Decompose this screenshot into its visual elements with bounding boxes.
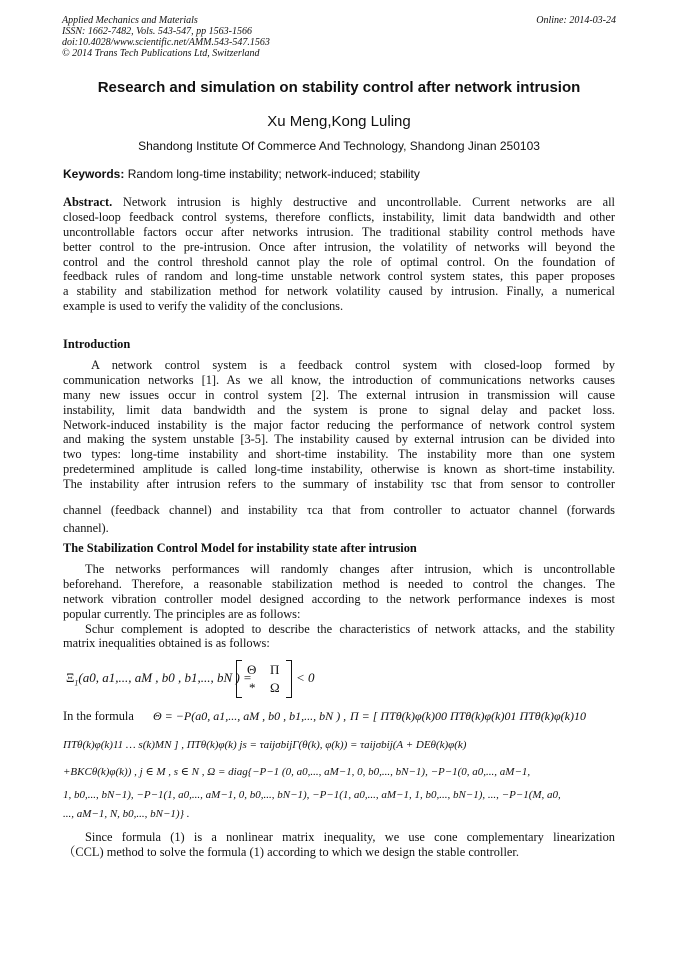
intro-line: instability, limit data bandwidth and the system is prone to signal delay and packet loss. [63, 402, 615, 417]
abstract [63, 195, 615, 314]
stabilization-body [63, 562, 615, 651]
keywords-label: Keywords: [63, 167, 125, 181]
intro-line: channel). [63, 521, 109, 536]
copyright: © 2014 Trans Tech Publications Ltd, Switzerland [62, 48, 260, 59]
stab-line: The networks performances will randomly changes after intrusion, which is uncontrollable [85, 562, 615, 576]
omega-end: ..., aM−1, N, b0,..., bN−1)} . [63, 808, 190, 820]
intro-line: many new issues occur in control system [2]. The external intrusion in transmission will cause [63, 387, 615, 402]
pi-definition: Π = [ ΠTθ(k)φ(k)00 ΠTθ(k)φ(k)01 ΠTθ(k)φ(k)10 [350, 709, 586, 723]
intro-line: predetermined amplitude is called long-time instability, otherwise is known as short-time instability. [63, 462, 615, 477]
stab-line: Schur complement is adopted to describe the characteristics of network attacks, and the stability [85, 621, 615, 636]
abstract-line: better control to the pre-intrusion. Once after intrusion, the volatility of networks will beyond the [63, 239, 615, 254]
intro-line: channel (feedback channel) and instability τca that from controller to actuator channel (forwards [63, 503, 615, 518]
intro-line: two types: long-time instability and short-time instability. The instability more than one system [63, 447, 615, 462]
abstract-line: closed-loop feedback control systems, therefore conflicts, instability, limit data bandwidth and other [63, 209, 615, 224]
pi-continuation: ΠTθ(k)φ(k)11 … s(k)MN ] , ΠTθ(k)φ(k) js = τaijσbijΓ(θ(k), φ(k)) = τaijσbij(A + DEθ(k)φ(k) [63, 739, 467, 751]
omega-continuation: 1, b0,..., bN−1), −P−1(1, a0,..., aM−1, 0, b0,..., bN−1), −P−1(1, a0,..., aM−1, 1, b0,..., bN−1), ..., −P−1(M, a0, [63, 789, 561, 801]
intro-line: communication networks [1]. As we all know, the introduction of communications networks causes [63, 372, 615, 387]
stab-line: matrix inequalities obtained is as follows: [63, 636, 270, 651]
equation-inequality: < 0 [296, 670, 315, 685]
abstract-line: uncontrollable factors occur after networks intrusion. The traditional stability control methods have [63, 224, 615, 239]
closing-line: Since formula (1) is a nonlinear matrix inequality, we use cone complementary linearization [85, 830, 615, 844]
abstract-line: feedback rules of random and long-time unstable network control system states, this paper proposes [63, 269, 615, 284]
matrix-cell: Π [270, 662, 280, 677]
abstract-line: control and the control threshold cannot play the role of optimal control. On the foundation of [63, 254, 615, 269]
closing-line: （CCL) method to solve the formula (1) according to which we design the stable controller. [63, 844, 519, 859]
intro-line: and making the system unstable [3-5]. The instability caused by external intrusion can be divided into [63, 432, 615, 447]
omega-definition: +BKCθ(k)φ(k)) , j ∈ M , s ∈ N , Ω = diag{−P−1 (0, a0,..., aM−1, 0, b0,..., bN−1), −P−1(0, a0,..., aM−1, [63, 766, 531, 778]
closing-paragraph [63, 830, 615, 860]
abstract-line: a stability and stabilization method for network volatility caused by intrusion. Finally, a numerical [63, 284, 615, 299]
matrix-right-bracket [286, 660, 292, 698]
paper-title: Research and simulation on stability control after network intrusion [97, 79, 581, 96]
section-heading-introduction: Introduction [63, 337, 131, 351]
doi: doi:10.4028/www.scientific.net/AMM.543-547.1563 [62, 37, 270, 48]
section-heading-stabilization: The Stabilization Control Model for instability state after intrusion [63, 541, 417, 555]
issn: ISSN: 1662-7482, Vols. 543-547, pp 1563-1566 [62, 26, 252, 37]
in-formula-label: In the formula [63, 709, 134, 723]
affiliation: Shandong Institute Of Commerce And Technology, Shandong Jinan 250103 [138, 139, 540, 153]
keywords-text: Random long-time instability; network-induced; stability [127, 167, 420, 181]
block-matrix [236, 660, 292, 698]
authors: Xu Meng,Kong Luling [267, 113, 411, 130]
abstract-line: Abstract. Network intrusion is highly destructive and uncontrollable. Current networks are all [63, 195, 615, 209]
matrix-cell: Ω [270, 680, 280, 695]
online-date: Online: 2014-03-24 [536, 15, 616, 26]
stab-line: beforehand. Therefore, a reasonable stabilization method is needed to control the changes. The [63, 576, 615, 591]
stab-line: network vibration controller model designed according to the network performance indexes is most [63, 591, 615, 606]
equation-lhs: $\Xi_1(a0$, a1,..., aM , b0 , b1,..., bN ) = [66, 670, 252, 688]
matrix-left-bracket [236, 660, 242, 698]
intro-line: The instability after intrusion refers to the summary of instability τsc that from sensor to controller [63, 477, 615, 492]
journal-name: Applied Mechanics and Materials [62, 15, 198, 26]
theta-definition: Θ = −P(a0, a1,..., aM , b0 , b1,..., bN ) , [153, 709, 347, 723]
intro-line: Network-induced instability is the major factor reducing the performance of network control system [63, 417, 615, 432]
matrix-cell: * [249, 680, 256, 695]
introduction-body [63, 358, 615, 536]
matrix-cell: Θ [247, 662, 257, 677]
keywords [63, 167, 615, 181]
stab-line: popular currently. The principles are as follows: [63, 606, 301, 621]
abstract-label: Abstract. [63, 195, 113, 209]
abstract-line: example is used to verify the validity of the conclusions. [63, 299, 344, 314]
intro-line: A network control system is a feedback control system with closed-loop formed by [91, 358, 615, 372]
running-header [62, 15, 616, 59]
